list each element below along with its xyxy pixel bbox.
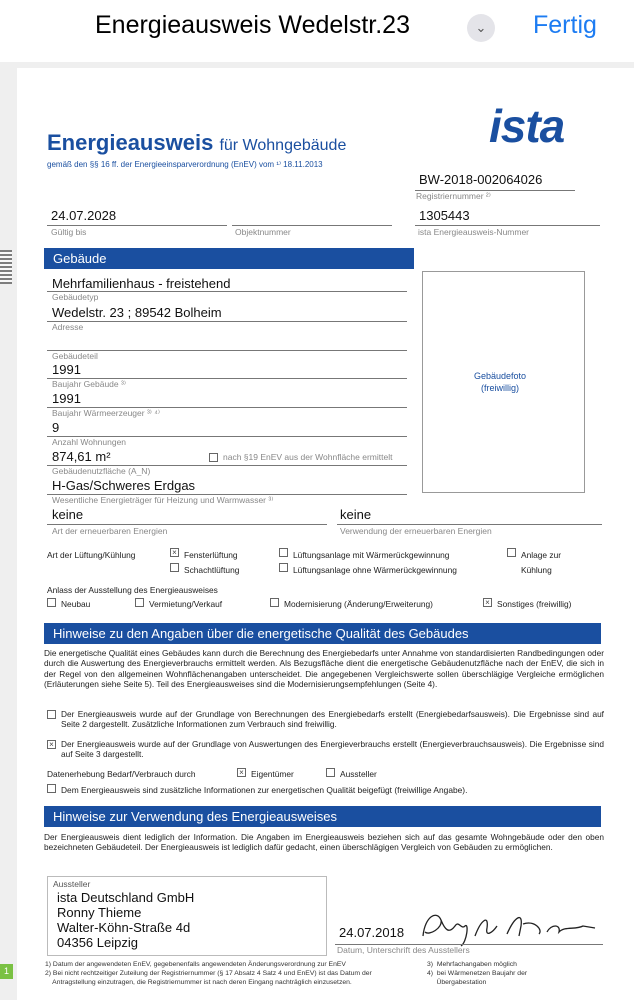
document-page [17,68,634,1000]
qr-code-icon [0,250,12,284]
document-title: Energieausweis Wedelstr.23 [95,11,410,39]
issuer-label: Aussteller [53,879,91,889]
ventilation-option: Anlage zur [521,550,562,560]
area-note-label: nach §19 EnEV aus der Wohnfläche ermittelt [223,452,393,462]
renewable-type-value: keine [52,507,84,522]
building-photo-box [422,271,585,493]
usage-text: Der Energieausweis dient lediglich der Information. Die Angaben im Energieausweis beziehen sich auf das gesamte Wohngebäude oder den oben bezeichneten Gebäudeteil. Der Energieausweis ist lediglich dafür gedacht, einen überschlägigen Vergleich von Gebäuden zu ermöglichen. [44,832,604,853]
section-usage-header: Hinweise zur Verwendung des Energieausweises [44,806,601,827]
ventilation-label: Art der Lüftung/Kühlung [47,550,136,560]
doc-subtitle: gemäß den §§ 16 ff. der Energieeinsparverordnung (EnEV) vom ¹⁾ 18.11.2013 [47,160,323,169]
ventilation-option: Lüftungsanlage mit Wärmerückgewinnung [293,550,450,560]
cooling-system-checkbox[interactable] [507,548,516,557]
renewable-type-label: Art der erneuerbaren Energien [52,526,168,536]
energy-carrier-value: H-Gas/Schweres Erdgas [52,478,196,493]
footnotes-left: 1) Datum der angewendeten EnEV, gegebenenfalls angewendeten Änderungsverordnung zur EnEV 2) Bei nicht rechtzeitiger Zuteilung der Registriernummer (§ 17 Absatz 4 Satz 4 und EnEV) ist das Datum der Antragstellung einzutragen, die Registriernummer ist nach deren Eingang nachträglich einzusetzen. [45,961,372,986]
building-photo-label: Gebäudefoto [474,371,527,381]
page-marker: 1 [0,964,13,979]
rental-sale-checkbox[interactable] [135,598,144,607]
signature-label: Datum, Unterschrift des Ausstellers [337,945,470,955]
ista-logo: ista [489,100,565,152]
address-value: Wedelstr. 23 ; 89542 Bolheim [52,305,222,320]
valid-until-label: Gültig bis [51,227,87,237]
demand-certificate-text: Der Energieausweis wurde auf der Grundlage von Berechnungen des Energiebedarfs erstellt (Energiebedarfsausweis). Die Ergebnisse sind auf Seite 2 dargestellt. Zusätzliche Informationen zum Verbrauch sind freiwillig. [61,709,604,730]
issue-reason-option: Neubau [61,599,91,609]
consumption-certificate-checkbox[interactable]: × [47,740,56,749]
building-type-label: Gebäudetyp [52,292,99,302]
usable-area-value: 874,61 m² [52,449,111,464]
renewable-use-value: keine [340,507,372,522]
issuer-line: Ronny Thieme [57,905,142,920]
chevron-down-icon[interactable]: ⌄ [467,14,495,42]
owner-checkbox[interactable]: × [237,768,246,777]
section-building-header: Gebäude [44,248,414,269]
registration-number-label: Registriernummer ²⁾ [416,191,491,201]
document-viewer[interactable] [0,62,634,1000]
apartments-value: 9 [52,420,60,435]
ista-number-label: ista Energieausweis-Nummer [418,227,530,237]
issuer-line: ista Deutschland GmbH [57,890,195,905]
done-button[interactable]: Fertig [533,11,597,39]
issue-reason-option: Sonstiges (freiwillig) [497,599,572,609]
signature-date: 24.07.2018 [339,925,405,940]
consumption-certificate-text: Der Energieausweis wurde auf der Grundlage von Auswertungen des Energieverbrauchs erstellt (Energieverbrauchsausweis). Die Ergebnisse sind auf Seite 3 dargestellt. [61,739,604,760]
issuer-checkbox[interactable] [326,768,335,777]
doc-title-main: Energieausweis für Wohngebäude [47,130,347,155]
building-type-value: Mehrfamilienhaus - freistehend [52,276,231,291]
area-note-checkbox[interactable] [209,453,218,462]
additional-info-text: Dem Energieausweis sind zusätzliche Informationen zur energetischen Qualität beigefügt (freiwillige Angabe). [61,785,468,795]
demand-certificate-checkbox[interactable] [47,710,56,719]
window-ventilation-checkbox[interactable]: × [170,548,179,557]
ista-number-value: 1305443 [419,208,470,223]
address-label: Adresse [52,322,84,332]
issuer-checkbox-label: Aussteller [340,769,377,779]
ventilation-option: Kühlung [521,565,552,575]
building-photo-optional: (freiwillig) [481,383,519,393]
energy-carrier-label: Wesentliche Energieträger für Heizung und Warmwasser ³⁾ [52,495,274,505]
ventilation-option: Lüftungsanlage ohne Wärmerückgewinnung [293,565,457,575]
registration-number: BW-2018-002064026 [419,172,543,187]
section-energy-quality-header: Hinweise zu den Angaben über die energetische Qualität des Gebäudes [44,623,601,644]
energy-quality-text: Die energetische Qualität eines Gebäudes kann durch die Berechnung des Energiebedarfs unter Annahme von standardisierten Randbedingungen oder durch die Auswertung des Energieverbrauchs ermittelt werden. Als Bezugsfläche dient die energetische Gebäudenutzfläche nach der EnEV, die sich in der Regel von den allgemeinen Wohnflächenangaben unterscheidet. Die angegebenen Vergleichswerte sollen überschlägige Vergleiche ermöglichen (Erläuterungen siehe Seite 5). Teil des Energieausweises sind die Modernisierungsempfehlungen (Seite 4). [44,648,604,689]
construction-year-label: Baujahr Gebäude ³⁾ [52,379,126,389]
ventilation-no-heat-recovery-checkbox[interactable] [279,563,288,572]
building-part-label: Gebäudeteil [52,351,98,361]
issuer-line: 04356 Leipzig [57,935,138,950]
valid-until-value: 24.07.2028 [51,208,117,223]
data-collection-label: Datenerhebung Bedarf/Verbrauch durch [47,769,196,779]
additional-info-checkbox[interactable] [47,784,56,793]
other-reason-checkbox[interactable]: × [483,598,492,607]
modernization-checkbox[interactable] [270,598,279,607]
issue-reason-option: Vermietung/Verkauf [149,599,223,609]
new-building-checkbox[interactable] [47,598,56,607]
heater-year-label: Baujahr Wärmeerzeuger ³⁾ ⁴⁾ [52,408,160,418]
issue-reason-option: Modernisierung (Änderung/Erweiterung) [284,599,433,609]
owner-label: Eigentümer [251,769,294,779]
construction-year-value: 1991 [52,362,81,377]
renewable-use-label: Verwendung der erneuerbaren Energien [340,526,492,536]
footnotes-right: 3) Mehrfachangaben möglich 4) bei Wärmenetzen Baujahr der Übergabestation [427,961,528,986]
usable-area-label: Gebäudenutzfläche (A_N) [52,466,151,476]
apartments-label: Anzahl Wohnungen [52,437,127,447]
ventilation-option: Schachtlüftung [184,565,240,575]
issuer-line: Walter-Köhn-Straße 4d [57,920,191,935]
object-number-label: Objektnummer [235,227,291,237]
shaft-ventilation-checkbox[interactable] [170,563,179,572]
heater-year-value: 1991 [52,391,81,406]
ventilation-option: Fensterlüftung [184,550,238,560]
top-bar [0,0,634,60]
issue-reason-label: Anlass der Ausstellung des Energieausweises [47,585,218,595]
doc-title-sub: für Wohngebäude [219,137,347,154]
ventilation-heat-recovery-checkbox[interactable] [279,548,288,557]
